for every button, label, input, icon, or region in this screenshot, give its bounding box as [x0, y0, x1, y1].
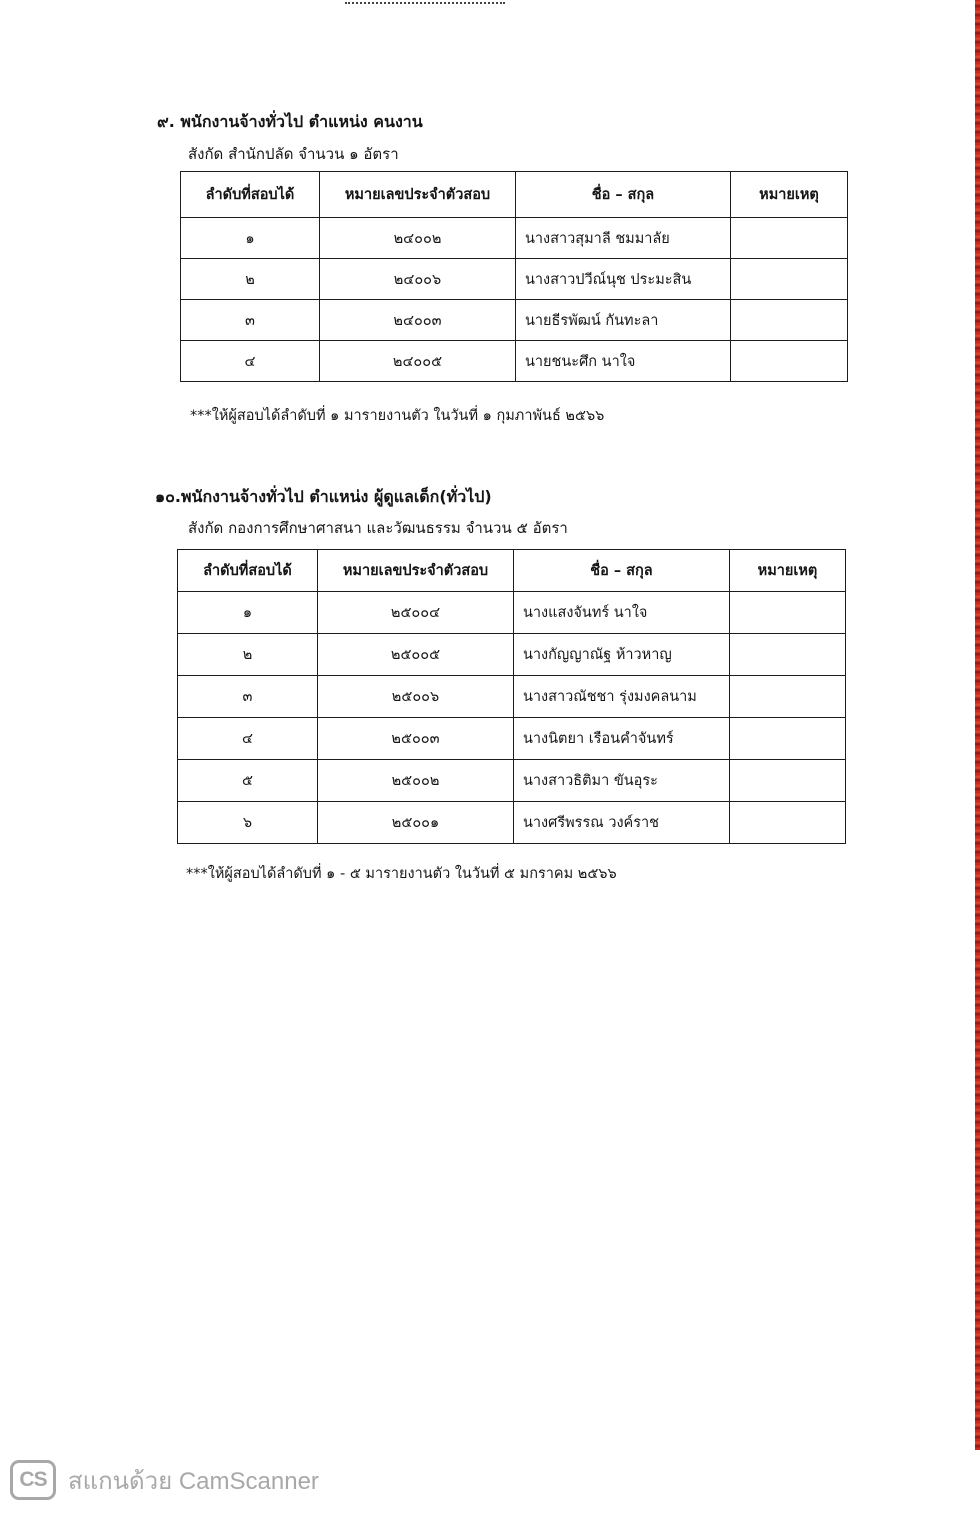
- cell-exam-id: ๒๔๐๐๓: [320, 300, 516, 341]
- cell-remark: [730, 718, 846, 760]
- cell-remark: [730, 760, 846, 802]
- header-exam-id: หมายเลขประจำตัวสอบ: [320, 172, 516, 218]
- cell-name: นางสาวธิติมา ขันอุระ: [514, 760, 730, 802]
- table-row: [181, 300, 848, 341]
- cell-remark: [730, 592, 846, 634]
- cell-rank: ๓: [178, 676, 318, 718]
- cell-rank: ๑: [181, 218, 320, 259]
- cell-name: นางนิตยา เรือนคำจันทร์: [514, 718, 730, 760]
- cell-exam-id: ๒๔๐๐๖: [320, 259, 516, 300]
- section-9-note: ***ให้ผู้สอบได้ลำดับที่ ๑ มารายงานตัว ในวันที่ ๑ กุมภาพันธ์ ๒๕๖๖: [190, 408, 605, 424]
- table-row: [181, 218, 848, 259]
- cell-name: นางสาวณัชชา รุ่งมงคลนาม: [514, 676, 730, 718]
- header-rank: ลำดับที่สอบได้: [181, 172, 320, 218]
- section-9-title: ๙. พนักงานจ้างทั่วไป ตำแหน่ง คนงาน: [157, 112, 423, 131]
- cell-rank: ๖: [178, 802, 318, 844]
- table-header-row: [178, 550, 846, 592]
- cell-remark: [731, 341, 848, 382]
- table-row: [178, 634, 846, 676]
- camscanner-logo-icon: CS: [10, 1460, 56, 1500]
- cell-name: นางศรีพรรณ วงค์ราช: [514, 802, 730, 844]
- cell-rank: ๕: [178, 760, 318, 802]
- cell-rank: ๑: [178, 592, 318, 634]
- header-exam-id: หมายเลขประจำตัวสอบ: [318, 550, 514, 592]
- camscanner-watermark: [10, 1456, 319, 1504]
- cell-exam-id: ๒๕๐๐๒: [318, 760, 514, 802]
- cell-exam-id: ๒๕๐๐๓: [318, 718, 514, 760]
- cell-exam-id: ๒๕๐๐๕: [318, 634, 514, 676]
- cell-remark: [731, 218, 848, 259]
- header-remark: หมายเหตุ: [730, 550, 846, 592]
- cell-rank: ๔: [181, 341, 320, 382]
- section-10-subtitle: สังกัด กองการศึกษาศาสนา และวัฒนธรรม จำนวน ๕ อัตรา: [188, 519, 568, 537]
- cell-exam-id: ๒๕๐๐๔: [318, 592, 514, 634]
- cell-name: นายธีรพัฒน์ กันทะลา: [516, 300, 731, 341]
- cell-name: นายชนะศึก นาใจ: [516, 341, 731, 382]
- cell-name: นางสาวปวีณ์นุช ประมะสิน: [516, 259, 731, 300]
- header-rank: ลำดับที่สอบได้: [178, 550, 318, 592]
- cell-exam-id: ๒๔๐๐๒: [320, 218, 516, 259]
- section-9-subtitle: สังกัด สำนักปลัด จำนวน ๑ อัตรา: [188, 145, 399, 163]
- table-row: [178, 718, 846, 760]
- table-row: [178, 802, 846, 844]
- cell-rank: ๒: [178, 634, 318, 676]
- header-remark: หมายเหตุ: [731, 172, 848, 218]
- cell-rank: ๔: [178, 718, 318, 760]
- section-10-table: [177, 549, 846, 844]
- header-name: ชื่อ – สกุล: [516, 172, 731, 218]
- cell-name: นางแสงจันทร์ นาใจ: [514, 592, 730, 634]
- cell-remark: [730, 634, 846, 676]
- section-10-title: ๑๐.พนักงานจ้างทั่วไป ตำแหน่ง ผู้ดูแลเด็ก(ทั่วไป): [155, 487, 492, 506]
- top-dotted-line: [345, 2, 505, 4]
- camscanner-text: สแกนด้วย CamScanner: [68, 1467, 319, 1495]
- section-10-note: ***ให้ผู้สอบได้ลำดับที่ ๑ - ๕ มารายงานตัว ในวันที่ ๕ มกราคม ๒๕๖๖: [186, 866, 617, 882]
- cell-exam-id: ๒๔๐๐๕: [320, 341, 516, 382]
- page-red-edge: [975, 0, 980, 1450]
- cell-remark: [730, 676, 846, 718]
- cell-exam-id: ๒๕๐๐๖: [318, 676, 514, 718]
- table-row: [178, 676, 846, 718]
- cell-name: นางกัญญาณัฐ ห้าวหาญ: [514, 634, 730, 676]
- cell-rank: ๒: [181, 259, 320, 300]
- cell-rank: ๓: [181, 300, 320, 341]
- table-row: [178, 592, 846, 634]
- table-row: [181, 341, 848, 382]
- cell-remark: [730, 802, 846, 844]
- cell-remark: [731, 300, 848, 341]
- table-row: [178, 760, 846, 802]
- cell-exam-id: ๒๕๐๐๑: [318, 802, 514, 844]
- cell-name: นางสาวสุมาลี ชมมาลัย: [516, 218, 731, 259]
- section-9-table: [180, 171, 848, 382]
- cell-remark: [731, 259, 848, 300]
- header-name: ชื่อ – สกุล: [514, 550, 730, 592]
- table-header-row: [181, 172, 848, 218]
- table-row: [181, 259, 848, 300]
